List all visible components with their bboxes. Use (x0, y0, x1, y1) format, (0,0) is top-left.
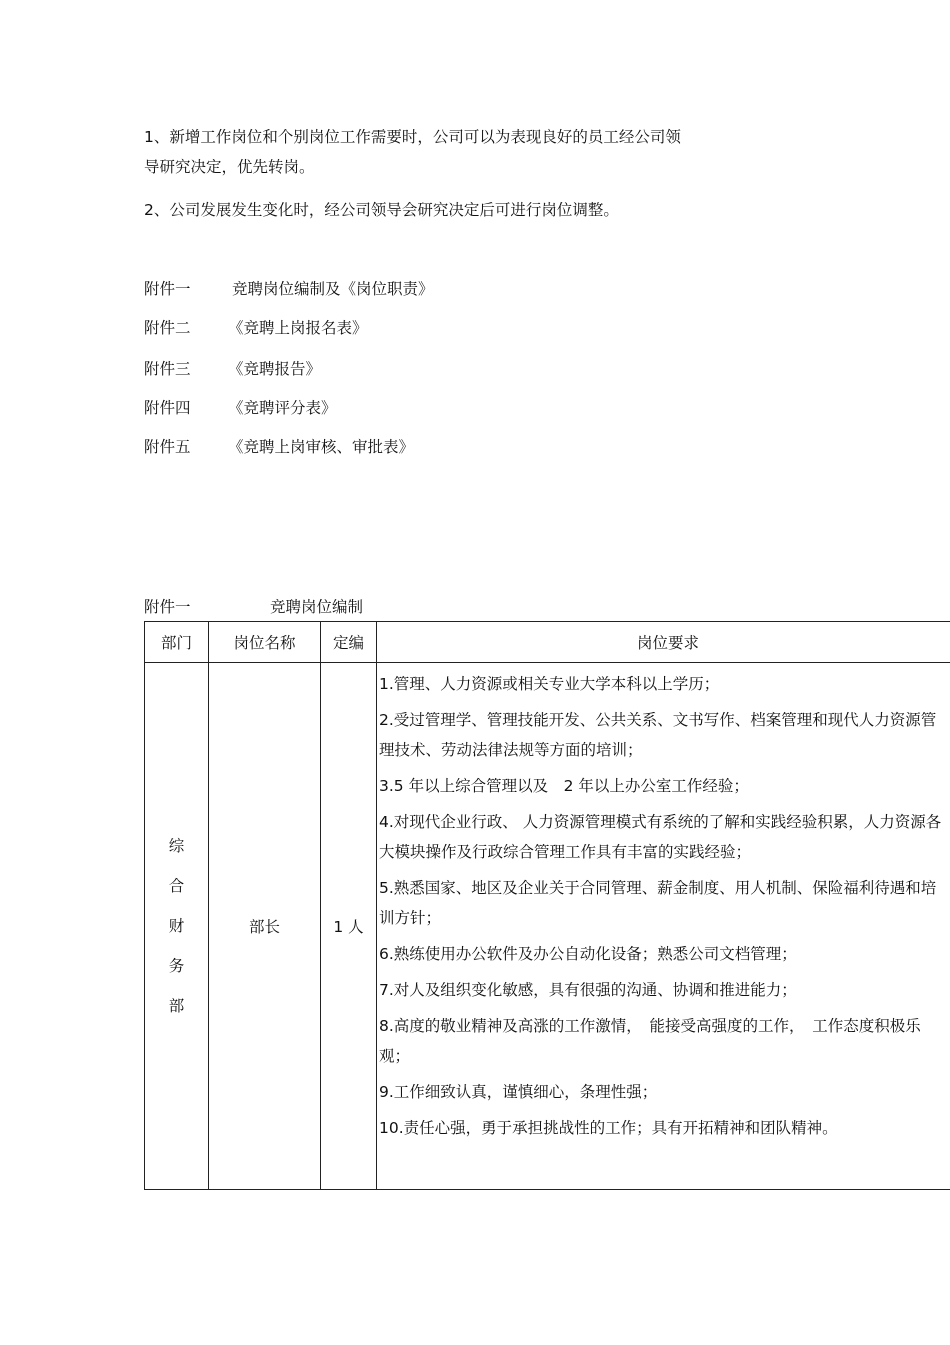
requirement-item: 4.对现代企业行政、 人力资源管理模式有系统的了解和实践经验积累，人力资源各大模块操作及行政综合管理工作具有丰富的实践经验； (379, 813, 942, 861)
attachment-name: 《竞聘报告》 (228, 360, 322, 378)
requirement-item: 2.受过管理学、管理技能开发、公共关系、文书写作、档案管理和现代人力资源管理技术、劳动法律法规等方面的培训； (379, 711, 937, 759)
requirement-item: 3.5 年以上综合管理以及 2 年以上办公室工作经验； (379, 777, 749, 795)
header-requirements: 岗位要求 (377, 622, 950, 663)
section-label: 附件一 (144, 598, 191, 616)
attachment-label: 附件五 (144, 438, 191, 456)
requirement-item: 10.责任心强，勇于承担挑战性的工作；具有开拓精神和团队精神。 (379, 1119, 838, 1137)
attachment-label: 附件四 (144, 399, 191, 417)
position-cell: 部长 (209, 663, 321, 1190)
position-table (144, 621, 950, 1190)
header-quota: 定编 (321, 622, 377, 663)
dept-char: 部 (168, 997, 185, 1015)
dept-char: 综 (168, 837, 185, 855)
clause-1 (144, 122, 681, 182)
requirement-item: 5.熟悉国家、地区及企业关于合同管理、薪金制度、用人机制、保险福利待遇和培训方针； (379, 879, 937, 927)
dept-char: 财 (168, 917, 185, 935)
requirements-cell (377, 663, 950, 1190)
quota-cell: 1 人 (321, 663, 377, 1190)
table-header-row (145, 622, 950, 663)
dept-char: 合 (168, 877, 185, 895)
clause-1-line-1: 1、新增工作岗位和个别岗位工作需要时，公司可以为表现良好的员工经公司领 (144, 128, 681, 146)
clause-2-line-1: 2、公司发展发生变化时，经公司领导会研究决定后可进行岗位调整。 (144, 201, 619, 219)
attachment-name: 《竞聘评分表》 (228, 399, 337, 417)
section-title: 竞聘岗位编制 (270, 598, 364, 616)
requirement-item: 9.工作细致认真，谨慎细心，条理性强； (379, 1083, 658, 1101)
attachment-label: 附件二 (144, 319, 191, 337)
attachment-name: 《竞聘上岗审核、审批表》 (228, 438, 415, 456)
requirement-item: 1.管理、人力资源或相关专业大学本科以上学历； (379, 675, 720, 693)
requirement-item: 8.高度的敬业精神及高涨的工作激情， 能接受高强度的工作， 工作态度积极乐观； (379, 1017, 921, 1065)
clause-2 (144, 195, 619, 225)
clause-1-line-2: 导研究决定，优先转岗。 (144, 158, 315, 176)
attachment-label: 附件一 (144, 280, 191, 298)
attachment-name: 竞聘岗位编制及《岗位职责》 (232, 280, 434, 298)
header-position: 岗位名称 (209, 622, 321, 663)
attachment-label: 附件三 (144, 360, 191, 378)
dept-char: 务 (168, 957, 185, 975)
dept-cell (145, 663, 209, 1190)
attachment-name: 《竞聘上岗报名表》 (228, 319, 368, 337)
requirement-item: 6.熟练使用办公软件及办公自动化设备；熟悉公司文档管理； (379, 945, 797, 963)
header-dept: 部门 (145, 622, 209, 663)
table-row (145, 663, 950, 1190)
requirement-item: 7.对人及组织变化敏感，具有很强的沟通、协调和推进能力； (379, 981, 797, 999)
